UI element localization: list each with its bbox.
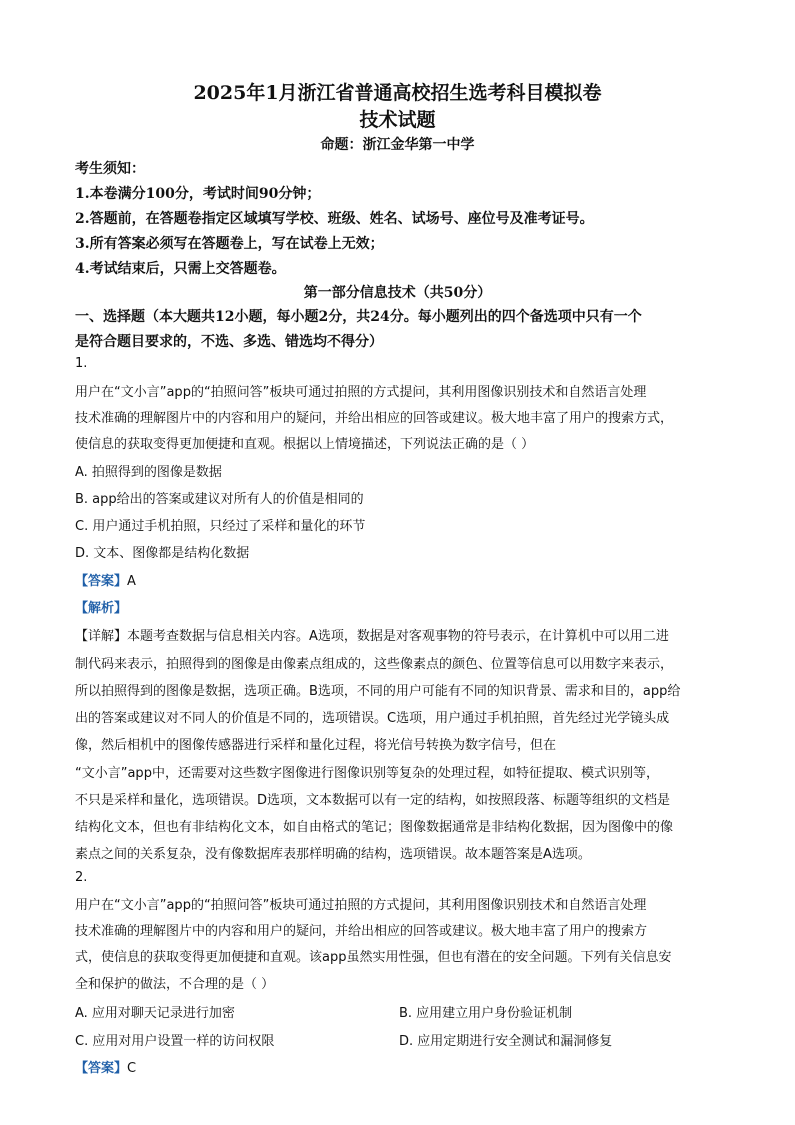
- notice-item: 2.答题前，在答题卷指定区域填写学校、班级、姓名、试场号、座位号及准考证号。: [75, 211, 594, 227]
- q2-stem-line: 全和保护的做法，不合理的是（ ）: [75, 977, 275, 992]
- q2-option-c: C. 应用对用户设置一样的访问权限: [75, 1034, 275, 1049]
- notice-item: 1.本卷满分100分，考试时间90分钟；: [75, 186, 321, 202]
- q1-detail-line: “文小言”app中，还需要对这些数字图像进行图像识别等复杂的处理过程，如特征提取、模式识别等，: [75, 766, 659, 781]
- q2-number: 2.: [75, 870, 88, 885]
- q1-option-a: A. 拍照得到的图像是数据: [75, 465, 222, 480]
- answer-label: 【答案】: [75, 1061, 128, 1076]
- q1-number: 1.: [75, 356, 88, 371]
- answer-label: 【答案】: [75, 574, 128, 589]
- q1-option-d: D. 文本、图像都是结构化数据: [75, 546, 250, 561]
- q1-answer: [75, 570, 136, 589]
- q1-detail-line: 像，然后相机中的图像传感器进行采样和量化过程，将光信号转换为数字信号，但在: [75, 738, 557, 753]
- notice-heading: 考生须知：: [75, 161, 145, 177]
- answer-value: A: [127, 574, 136, 589]
- q2-option-a: A. 应用对聊天记录进行加密: [75, 1006, 235, 1021]
- q1-analysis-label: 【解析】: [75, 601, 128, 616]
- q2-stem-line: 式，使信息的获取变得更加便捷和直观。该app虽然实用性强，但也有潜在的安全问题。下列有关信息安: [75, 950, 672, 965]
- notice-item: 4.考试结束后，只需上交答题卷。: [75, 261, 286, 277]
- q1-option-b: B. app给出的答案或建议对所有人的价值是相同的: [75, 492, 364, 507]
- part-title: 第一部分信息技术（共50分）: [303, 285, 492, 301]
- q1-detail-line: 不只是采样和量化，选项错误。D选项，文本数据可以有一定的结构，如按照段落、标题等组织的文档是: [75, 793, 671, 808]
- q1-detail-line: 所以拍照得到的图像是数据，选项正确。B选项，不同的用户可能有不同的知识背景、需求和目的，app给: [75, 684, 681, 699]
- q1-stem-line: 用户在“文小言”app的“拍照问答”板块可通过拍照的方式提问，其利用图像识别技术和自然语言处理: [75, 385, 647, 400]
- q2-stem-line: 用户在“文小言”app的“拍照问答”板块可通过拍照的方式提问，其利用图像识别技术和自然语言处理: [75, 898, 647, 913]
- q1-stem-line: 使信息的获取变得更加便捷和直观。根据以上情境描述，下列说法正确的是（ ）: [75, 437, 535, 452]
- q1-detail-line: 制代码来表示，拍照得到的图像是由像素点组成的，这些像素点的颜色、位置等信息可以用数字来表示，: [75, 657, 674, 672]
- section-heading: 一、选择题（本大题共12小题，每小题2分，共24分。每小题列出的四个备选项中只有一个: [75, 309, 642, 325]
- q1-detail-line: 素点之间的关系复杂，没有像数据库表那样明确的结构，选项错误。故本题答案是A选项。: [75, 847, 591, 862]
- exam-author: 命题：浙江金华第一中学: [320, 137, 475, 153]
- answer-value: C: [127, 1061, 137, 1076]
- exam-subtitle: 技术试题: [359, 109, 436, 131]
- q2-stem-line: 技术准确的理解图片中的内容和用户的疑问，并给出相应的回答或建议。极大地丰富了用户的搜索方: [75, 924, 648, 939]
- notice-item: 3.所有答案必须写在答题卷上，写在试卷上无效；: [75, 236, 384, 252]
- q2-option-b: B. 应用建立用户身份验证机制: [399, 1006, 573, 1021]
- section-heading-cont: 是符合题目要求的，不选、多选、错选均不得分）: [75, 334, 383, 350]
- q1-detail-line: 结构化文本，但也有非结构化文本，如自由格式的笔记；图像数据通常是非结构化数据，因为图像中的像: [75, 820, 674, 835]
- q1-detail-line: 出的答案或建议对不同人的价值是不同的，选项错误。C选项，用户通过手机拍照，首先经过光学镜头成: [75, 711, 670, 726]
- q2-answer: [75, 1057, 136, 1076]
- q2-option-d: D. 应用定期进行安全测试和漏洞修复: [399, 1034, 613, 1049]
- q1-detail-line: 【详解】本题考查数据与信息相关内容。A选项，数据是对客观事物的符号表示，在计算机中可以用二进: [75, 629, 669, 644]
- q1-option-c: C. 用户通过手机拍照，只经过了采样和量化的环节: [75, 519, 366, 534]
- q1-stem-line: 技术准确的理解图片中的内容和用户的疑问，并给出相应的回答或建议。极大地丰富了用户的搜索方式，: [75, 411, 674, 426]
- exam-title: 2025年1月浙江省普通高校招生选考科目模拟卷: [193, 82, 602, 104]
